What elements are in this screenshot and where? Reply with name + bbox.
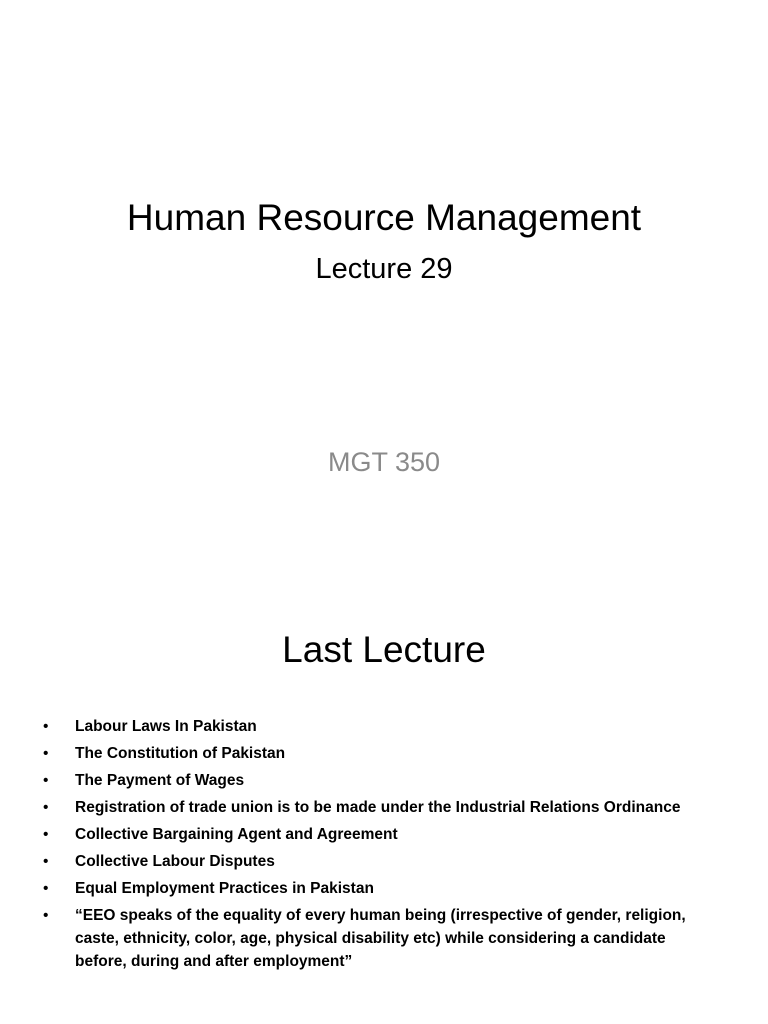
slide-title: Last Lecture: [282, 629, 486, 670]
bullet-text: The Constitution of Pakistan: [75, 745, 286, 762]
bullet-icon: •: [43, 799, 49, 816]
bullet-text: Collective Bargaining Agent and Agreement: [75, 826, 398, 843]
list-item: [40, 742, 700, 765]
list-item: [40, 850, 700, 873]
bullet-text: Collective Labour Disputes: [75, 853, 275, 870]
bullet-icon: •: [43, 718, 49, 735]
bullet-text: The Payment of Wages: [75, 772, 245, 789]
last-lecture-slide: [0, 576, 768, 1024]
bullet-icon: •: [43, 745, 49, 762]
bullet-text: Labour Laws In Pakistan: [75, 718, 257, 735]
lecture-number: Lecture 29: [315, 253, 453, 285]
slide-title: Human Resource Management: [126, 197, 642, 238]
list-item: [40, 904, 700, 973]
bullet-text: Equal Employment Practices in Pakistan: [75, 880, 374, 897]
course-code: MGT 350: [327, 447, 441, 477]
bullet-icon: •: [43, 907, 49, 924]
bullet-text: Registration of trade union is to be made under the Industrial Relations Ordinance: [75, 799, 681, 816]
bullet-icon: •: [43, 853, 49, 870]
list-item: [40, 877, 700, 900]
bullet-icon: •: [43, 826, 49, 843]
list-item: [40, 823, 700, 846]
bullet-icon: •: [43, 880, 49, 897]
list-item: [40, 715, 700, 738]
bullet-icon: •: [43, 772, 49, 789]
bullet-text: “EEO speaks of the equality of every human being (irrespective of gender, religion, caste, ethnicity, color, age, physical disability etc) while considering a candidate before, during and after employment”: [75, 907, 686, 970]
list-item: [40, 796, 700, 819]
bullet-list: [40, 715, 700, 977]
list-item: [40, 769, 700, 792]
